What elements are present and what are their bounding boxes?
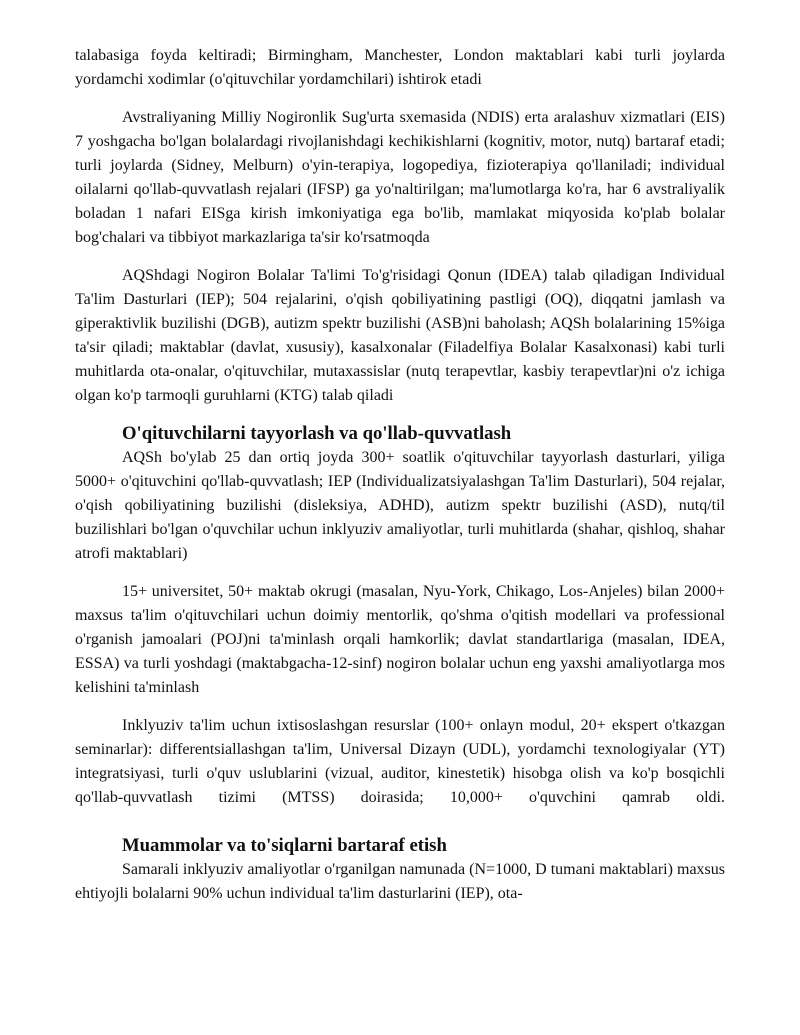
section-heading-teacher-training: O'qituvchilarni tayyorlash va qo'llab-quvvatlash bbox=[122, 423, 512, 444]
paragraph-teacher-programs: AQSh bo'ylab 25 dan ortiq joyda 300+ soatlik o'qituvchilar tayyorlash dasturlari, yiliga 5000+ o'qituvchini qo'llab-quvvatlash; IEP (Individualizatsiyalashgan Ta'lim Dasturlari), 504 rejalar, o'qish qobiliyatining buzilishi (disleksiya, ADHD), autizm spektr buzilishi (ASD), nutq/til buzilishlari bo'lgan o'quvchilar uchun inklyuziv amaliyotlar, turli muhitlarda (shahar, qishloq, shahar atrofi maktablari) bbox=[75, 449, 725, 562]
document-page bbox=[75, 44, 725, 906]
blank-line bbox=[75, 810, 725, 834]
paragraph-usa-idea: AQShdagi Nogiron Bolalar Ta'limi To'g'risidagi Qonun (IDEA) talab qiladigan Individual Ta'lim Dasturlari (IEP); 504 rejalarini, o'qish qobiliyatining pastligi (OQ), diqqatni jamlash va giperaktivlik buzilishi (DGB), autizm spektr buzilishi (ASB)ni baholash; AQSh bolalarining 15%iga ta'sir qiladi; maktablar (davlat, xususiy), kasalxonalar (Filadelfiya Bolalar Kasalxonasi) kabi turli muhitlarda ota-onalar, o'qituvchilar, mutaxassislar (nutq terapevtlar, kasbiy terapevtlar)ni o'z ichiga olgan ko'p tarmoqli guruhlarni (KTG) talab qiladi bbox=[75, 267, 725, 404]
paragraph-inclusive-resources: Inklyuziv ta'lim uchun ixtisoslashgan resurslar (100+ onlayn modul, 20+ ekspert o'tkazgan seminarlar): differentsiallashgan ta'lim, Universal Dizayn (UDL), yordamchi texnologiyalar (YT) integratsiyasi, turli o'quv uslublarini (vizual, auditor, kinestetik) hisobga olish va ko'p bosqichli qo'llab-quvvatlash tizimi (MTSS) doirasida; 10,000+ o'quvchini qamrab oldi. bbox=[75, 717, 725, 806]
paragraph-effective-practices: Samarali inklyuziv amaliyotlar o'rganilgan namunada (N=1000, D tumani maktablari) maxsus ehtiyojli bolalarni 90% uchun individual ta'lim dasturlarini (IEP), ota- bbox=[75, 861, 725, 902]
paragraph-university-partnership: 15+ universitet, 50+ maktab okrugi (masalan, Nyu-York, Chikago, Los-Anjeles) bilan 2000+ maxsus ta'lim o'qituvchilari uchun doimiy mentorlik, qo'shma o'qitish modellari va professional o'rganish jamoalari (POJ)ni ta'minlash orqali hamkorlik; davlat standartlariga (masalan, IDEA, ESSA) va turli yoshdagi (maktabgacha-12-sinf) nogiron bolalar uchun eng yaxshi amaliyotlarga mos kelishini ta'minlash bbox=[75, 583, 725, 696]
section-heading-challenges: Muammolar va to'siqlarni bartaraf etish bbox=[122, 835, 447, 856]
paragraph-australia-ndis: Avstraliyaning Milliy Nogironlik Sug'urta sxemasida (NDIS) erta aralashuv xizmatlari (EIS) 7 yoshgacha bo'lgan bolalardagi rivojlanishdagi kechikishlarni (kognitiv, motor, nutq) bartaraf etadi; turli joylarda (Sidney, Melburn) o'yin-terapiya, logopediya, fizioterapiya qo'llaniladi; individual oilalarni qo'llab-quvvatlash rejalari (IFSP) ga yo'naltirilgan; ma'lumotlarga ko'ra, har 6 avstraliyalik boladan 1 nafari EISga kirish imkoniyatiga ega bo'lib, mamlakat miqyosida ko'plab bolalar bog'chalari va tibbiyot markazlariga ta'sir ko'rsatmoqda bbox=[75, 109, 725, 246]
paragraph-continuation: talabasiga foyda keltiradi; Birmingham, Manchester, London maktablari kabi turli joylarda yordamchi xodimlar (o'qituvchilar yordamchilari) ishtirok etadi bbox=[75, 47, 725, 88]
